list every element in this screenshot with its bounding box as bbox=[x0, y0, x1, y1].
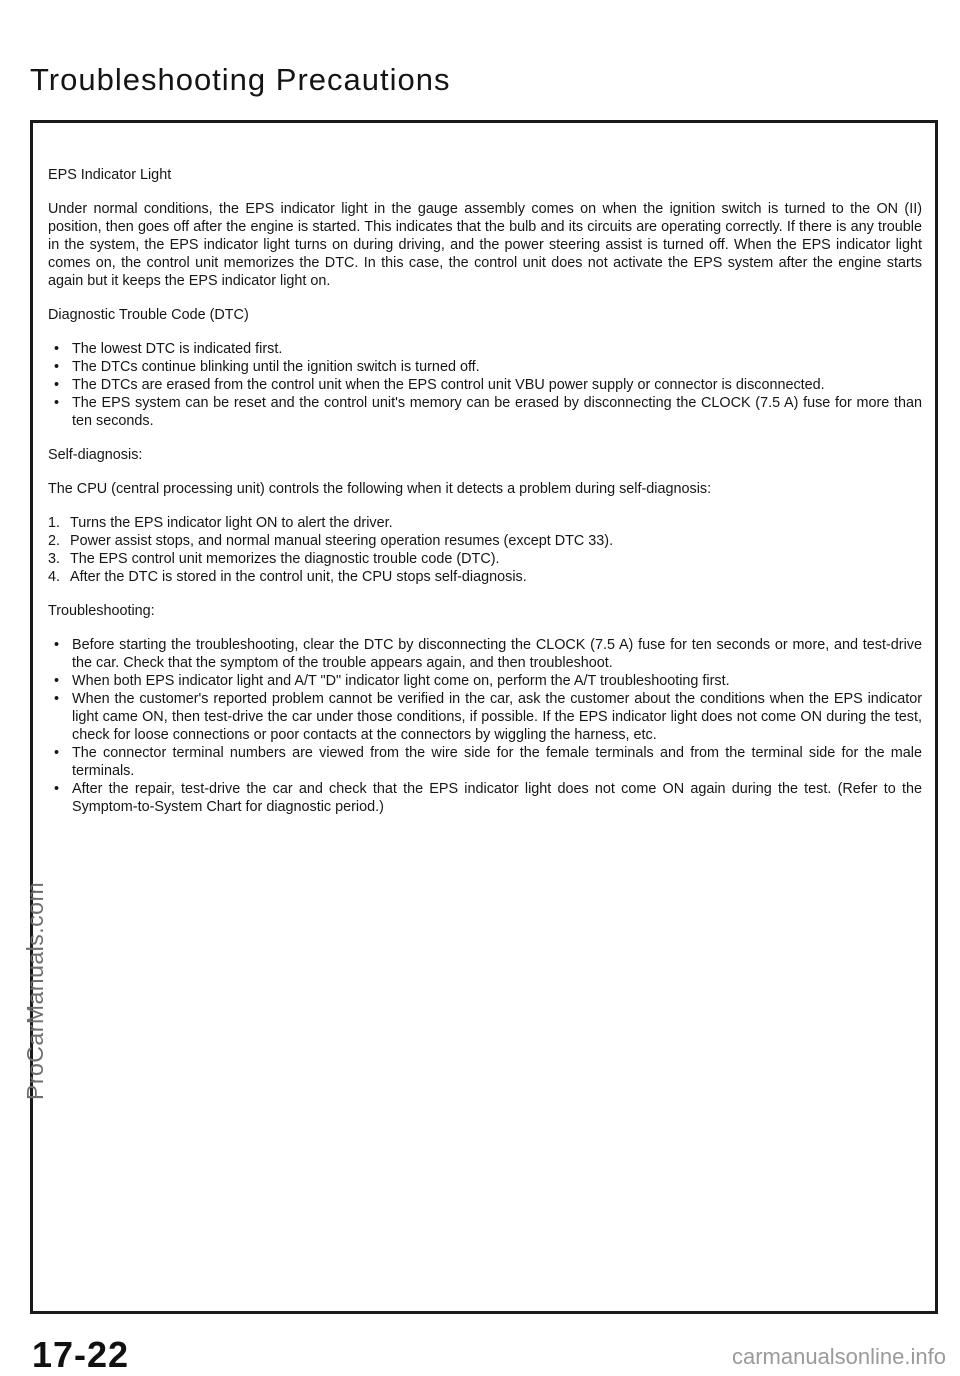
dtc-list-item: • The EPS system can be reset and the control unit's memory can be erased by disconnecting the CLOCK (7.5 A) fuse for more than ten seconds. bbox=[48, 394, 922, 430]
eps-indicator-paragraph: Under normal conditions, the EPS indicator light in the gauge assembly comes on when the ignition switch is turned to the ON (II) position, then goes off after the engine is started. This indicates that the bulb and its circuits are operating correctly. If there is any trouble in the system, the EPS indicator light turns on during driving, and the power steering assist is turned off. When the EPS indicator light comes on, the control unit memorizes the DTC. In this case, the control unit does not activate the EPS system after the engine starts again but it keeps the EPS indicator light on. bbox=[48, 201, 922, 289]
content-body bbox=[48, 166, 922, 832]
dtc-heading: Diagnostic Trouble Code (DTC) bbox=[48, 307, 249, 323]
step-number: 3. bbox=[48, 551, 61, 567]
self-diagnosis-intro: The CPU (central processing unit) controls the following when it detects a problem during self-diagnosis: bbox=[48, 481, 712, 497]
step-number: 2. bbox=[48, 533, 61, 549]
troubleshooting-list-item: • When the customer's reported problem cannot be verified in the car, ask the customer about the conditions when the EPS indicator light came ON, then test-drive the car under those conditions, if possible. If the EPS indicator light does not come ON during the test, check for loose connections or poor contacts at the connectors by wiggling the harness, etc. bbox=[48, 690, 922, 744]
self-diagnosis-step bbox=[48, 532, 922, 550]
self-diagnosis-steps bbox=[48, 514, 922, 586]
dtc-list-item: • The DTCs are erased from the control unit when the EPS control unit VBU power supply or connector is disconnected. bbox=[48, 376, 922, 394]
troubleshooting-list-item: • The connector terminal numbers are viewed from the wire side for the female terminals and from the terminal side for the male terminals. bbox=[48, 744, 922, 780]
self-diagnosis-step bbox=[48, 550, 922, 568]
step-text: Turns the EPS indicator light ON to alert the driver. bbox=[70, 515, 393, 531]
step-text: The EPS control unit memorizes the diagnostic trouble code (DTC). bbox=[70, 551, 500, 567]
side-watermark: ProCarManuals.com bbox=[22, 881, 48, 1100]
dtc-list-item: • The DTCs continue blinking until the ignition switch is turned off. bbox=[48, 358, 922, 376]
troubleshooting-heading: Troubleshooting: bbox=[48, 603, 155, 619]
dtc-list bbox=[48, 340, 922, 430]
step-text: Power assist stops, and normal manual steering operation resumes (except DTC 33). bbox=[70, 533, 614, 549]
eps-indicator-heading: EPS Indicator Light bbox=[48, 167, 172, 183]
step-text: After the DTC is stored in the control unit, the CPU stops self-diagnosis. bbox=[70, 569, 527, 585]
step-number: 1. bbox=[48, 515, 61, 531]
troubleshooting-list-item: • Before starting the troubleshooting, clear the DTC by disconnecting the CLOCK (7.5 A) fuse for ten seconds or more, and test-drive the car. Check that the symptom of the trouble appears again, and then troubleshoot. bbox=[48, 636, 922, 672]
troubleshooting-list-item: • After the repair, test-drive the car and check that the EPS indicator light does not come ON again during the test. (Refer to the Symptom-to-System Chart for diagnostic period.) bbox=[48, 780, 922, 816]
self-diagnosis-step bbox=[48, 514, 922, 532]
page-number: 17-22 bbox=[32, 1334, 130, 1375]
page-title: Troubleshooting Precautions bbox=[30, 62, 451, 97]
troubleshooting-list bbox=[48, 636, 922, 816]
self-diagnosis-heading: Self-diagnosis: bbox=[48, 447, 143, 463]
step-number: 4. bbox=[48, 569, 61, 585]
footer-source-text: carmanualsonline.info bbox=[731, 1344, 946, 1369]
troubleshooting-list-item: • When both EPS indicator light and A/T "D" indicator light come on, perform the A/T troubleshooting first. bbox=[48, 672, 922, 690]
self-diagnosis-step bbox=[48, 568, 922, 586]
dtc-list-item: • The lowest DTC is indicated first. bbox=[48, 340, 922, 358]
